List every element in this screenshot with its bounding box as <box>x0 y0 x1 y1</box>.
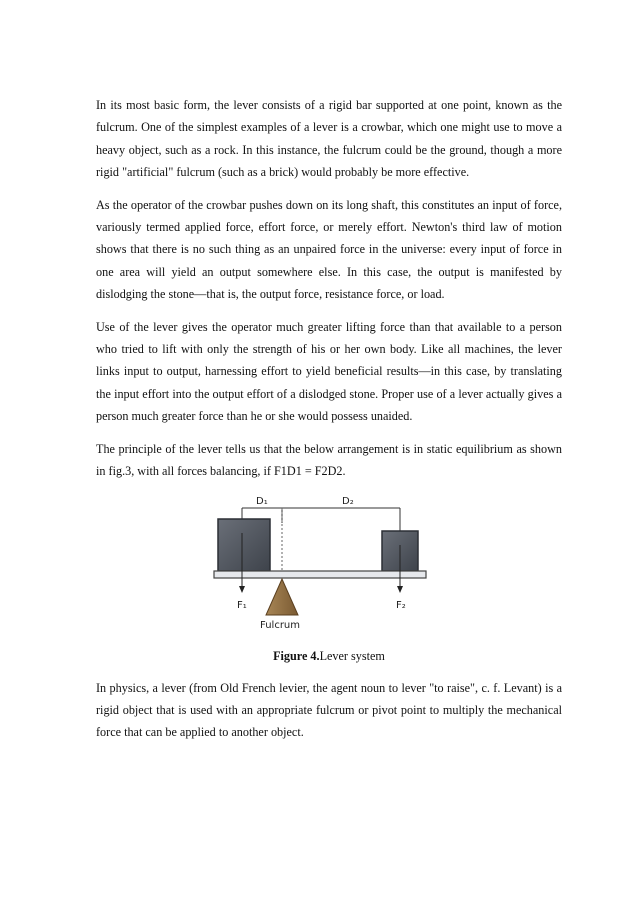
caption-text: Lever system <box>319 648 385 663</box>
label-fulcrum: Fulcrum <box>260 619 301 631</box>
caption-number: Figure 4. <box>273 648 320 663</box>
lever-bar <box>214 571 426 578</box>
paragraph-physics-definition: In physics, a lever (from Old French levier, the agent noun to lever "to raise", c. f. Levant) is a rigid object that is used with an appropriate fulcrum or pivot point to multiply the mechanical force that can be applied to another object. <box>96 680 562 740</box>
paragraph-lever-basics: In its most basic form, the lever consists of a rigid bar supported at one point, known as the fulcrum. One of the simplest examples of a lever is a crowbar, which one might use to move a heavy object, such as a rock. In this instance, the fulcrum could be the ground, though a more rigid "artificial" fulcrum (such as a brick) would probably be more effective. <box>96 98 562 180</box>
paragraph-input-force: As the operator of the crowbar pushes down on its long shaft, this constitutes an input of force, variously termed applied force, effort force, or merely effort. Newton's third law of motion shows that there is no such thing as an unpaired force in the universe: every input of force in one area will yield an output somewhere else. In this case, the output is manifested by dislodging the stone—that is, the output force, resistance force, or load. <box>96 197 562 302</box>
left-weight-box <box>218 519 270 571</box>
label-d1: D₁ <box>256 495 268 507</box>
f1-arrow-head <box>239 586 245 593</box>
lever-diagram <box>210 493 430 633</box>
label-d2: D₂ <box>342 495 354 507</box>
paragraph-lifting-force: Use of the lever gives the operator much greater lifting force than that available to a person who tried to lift with only the strength of his or her own body. Like all machines, the lever links input to output, harnessing effort to yield beneficial results—in this case, by translating the input effort into the output effort of a dislodged stone. Proper use of a lever actually gives a person much greater force than he or she would possess unaided. <box>96 319 562 424</box>
lever-figure <box>96 493 562 641</box>
fulcrum-triangle <box>266 579 298 615</box>
document-page <box>96 94 562 754</box>
label-f1: F₁ <box>237 599 247 611</box>
figure-caption <box>96 647 562 665</box>
label-f2: F₂ <box>396 599 406 611</box>
f2-arrow-head <box>397 586 403 593</box>
paragraph-equilibrium: The principle of the lever tells us that the below arrangement is in static equilibrium as shown in fig.3, with all forces balancing, if F1D1 = F2D2. <box>96 441 562 479</box>
